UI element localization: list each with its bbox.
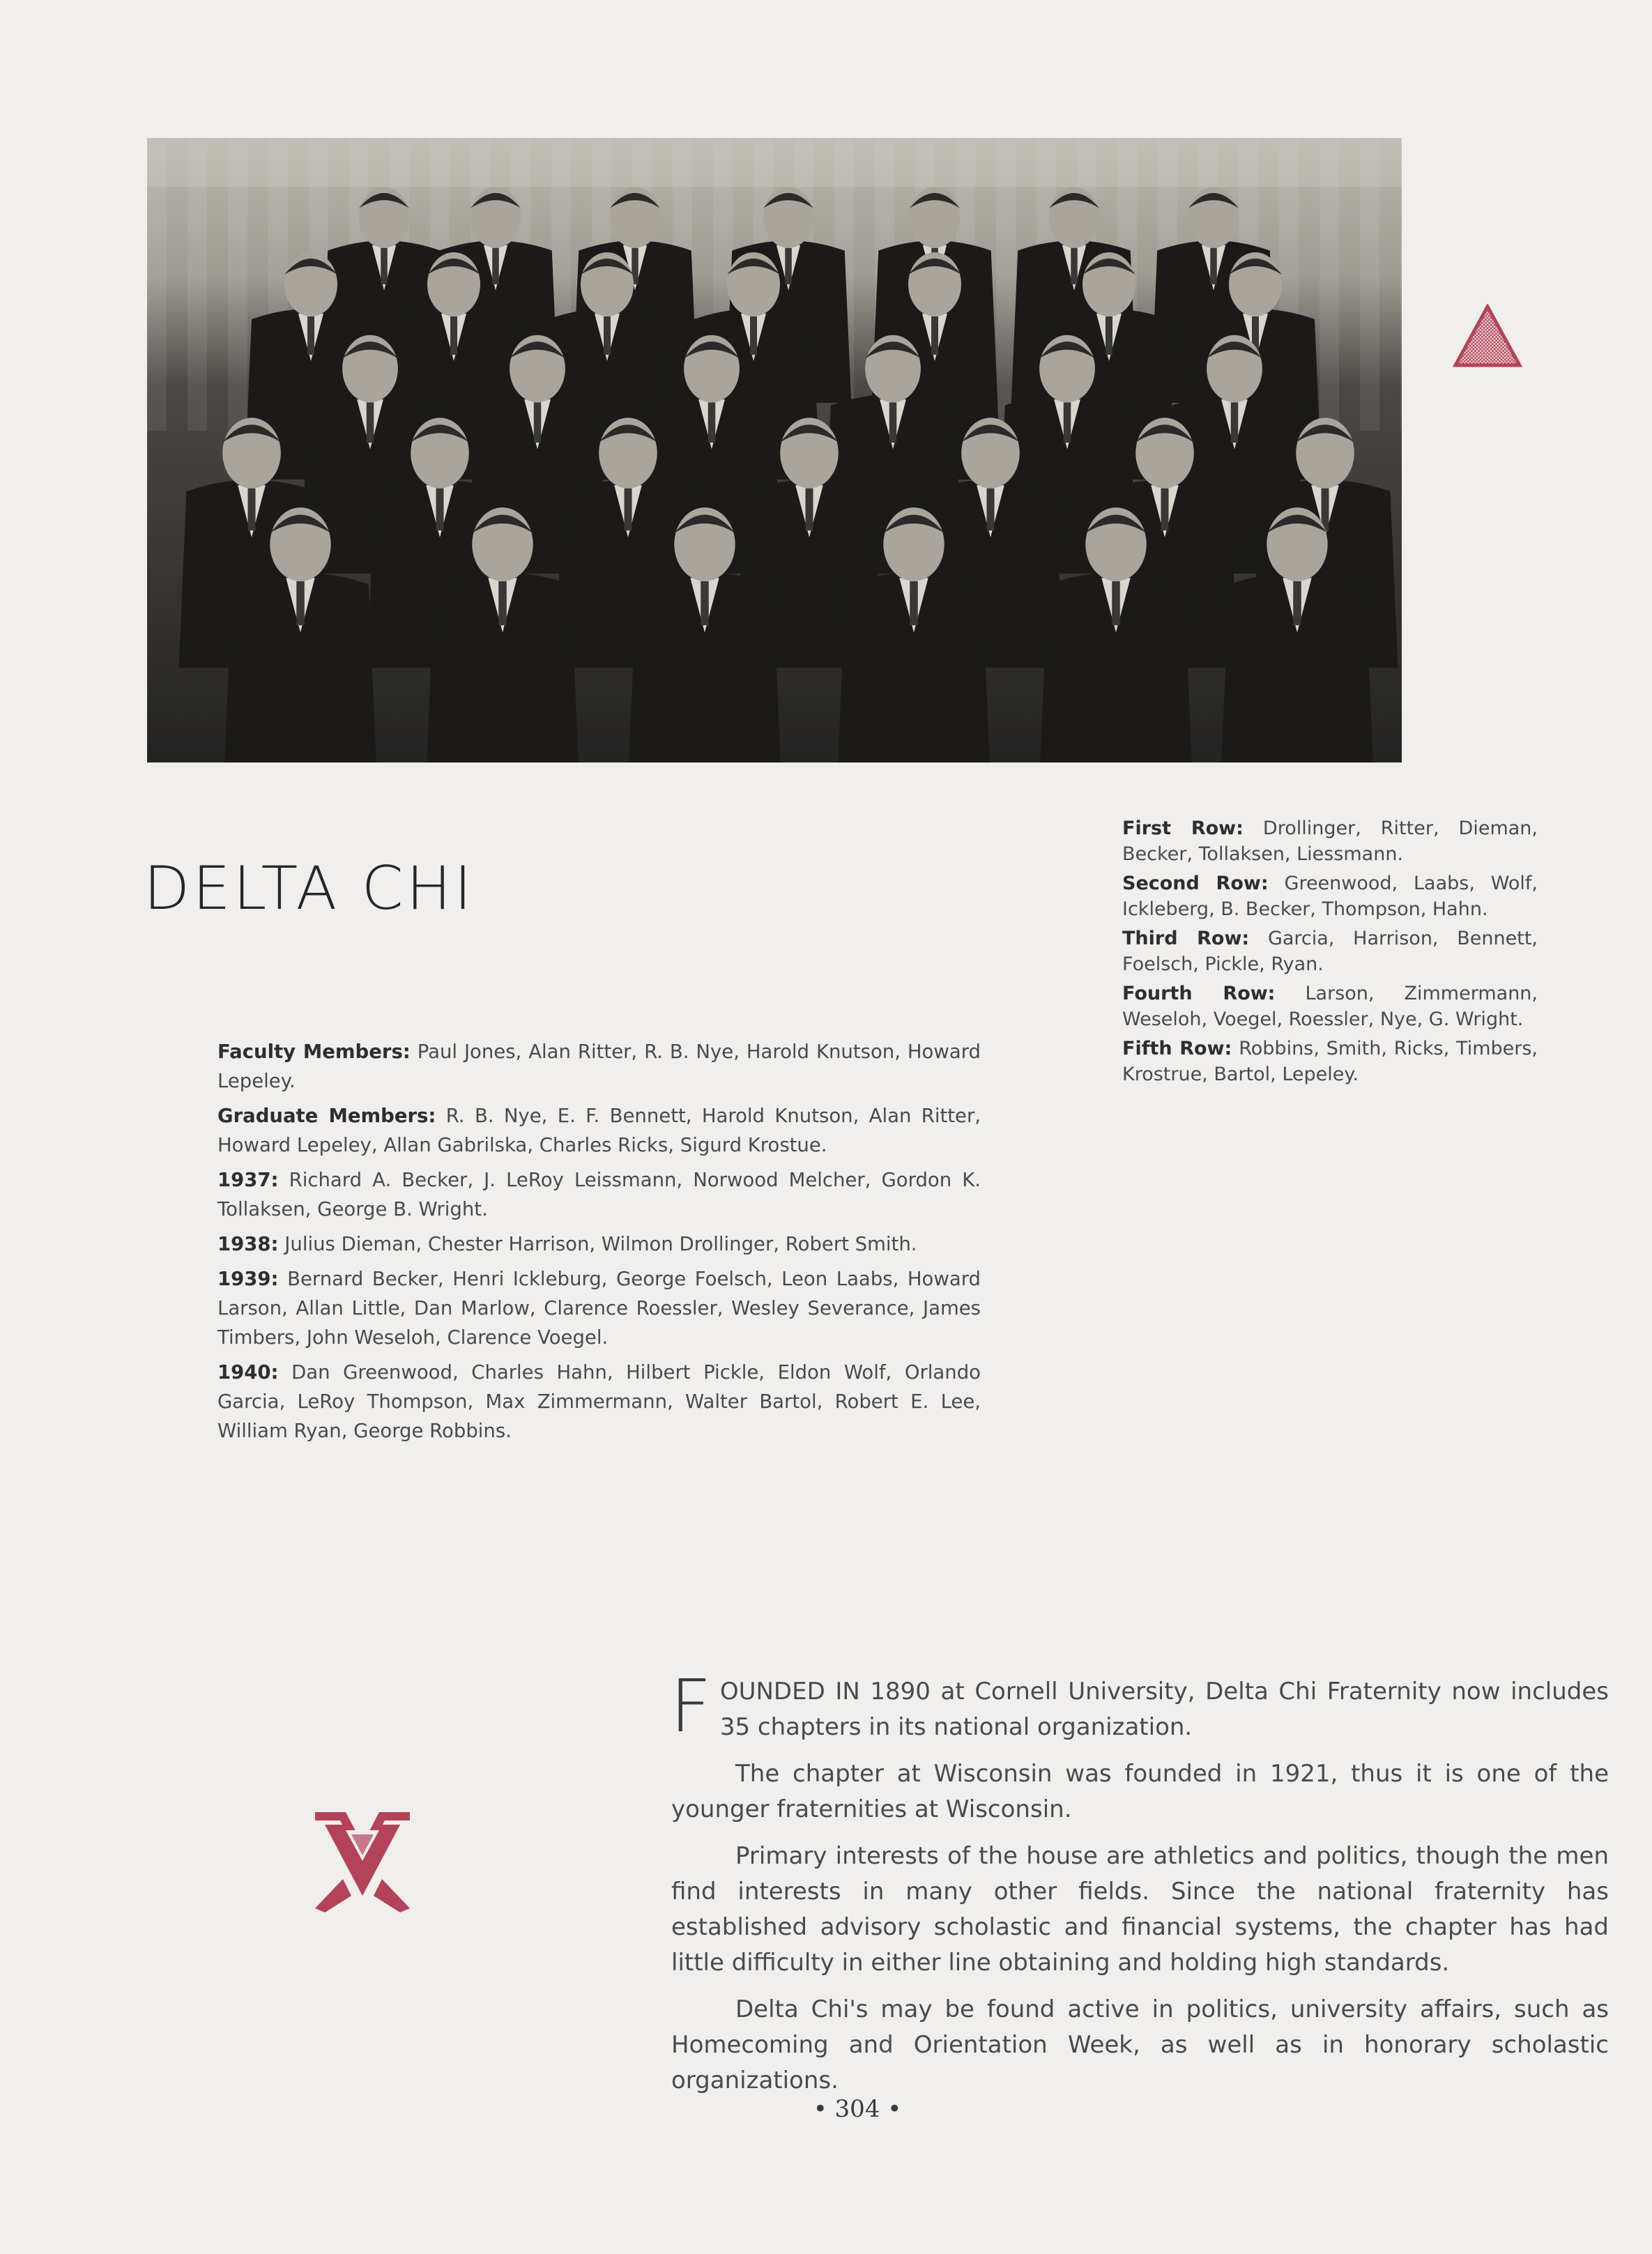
member-group xyxy=(217,1165,981,1224)
caption-row-names: Robbins, Smith, Ricks, Timbers, Krostrue, Bartol, Lepeley. xyxy=(1122,1038,1538,1085)
member-group-names: Bernard Becker, Henri Ickleburg, George Foelsch, Leon Laabs, Howard Larson, Allan Little, Dan Marlow, Clarence Roessler, Wesley Severance, James Timbers, John Weseloh, Clarence Voegel. xyxy=(217,1268,981,1349)
member-group-names: R. B. Nye, E. F. Bennett, Harold Knutson, Alan Ritter, Howard Lepeley, Allan Gabrilska, Charles Ricks, Sigurd Krostue. xyxy=(217,1105,981,1156)
chapter-history xyxy=(670,1664,1609,2110)
caption-row-label: First Row: xyxy=(1122,818,1244,839)
drop-cap: F xyxy=(670,1664,712,1749)
member-group-label: 1938: xyxy=(217,1233,279,1255)
caption-row-names: Drollinger, Ritter, Dieman, Becker, Tollaksen, Liessmann. xyxy=(1122,818,1538,865)
member-group-names: Julius Dieman, Chester Harrison, Wilmon Drollinger, Robert Smith. xyxy=(284,1233,917,1255)
member-group xyxy=(217,1264,981,1352)
member-group xyxy=(217,1229,981,1259)
caption-row xyxy=(1122,1036,1538,1087)
history-paragraph xyxy=(670,1664,1609,1749)
caption-row-label: Second Row: xyxy=(1122,873,1269,894)
page-title: DELTA CHI xyxy=(144,854,475,923)
caption-row xyxy=(1122,981,1538,1032)
caption-row-names: Garcia, Harrison, Bennett, Foelsch, Pickle, Ryan. xyxy=(1122,928,1538,975)
member-group xyxy=(217,1358,981,1446)
group-photo-figures xyxy=(147,138,1402,762)
member-group-label: 1937: xyxy=(217,1169,279,1191)
triangle-emblem-icon xyxy=(1453,304,1522,368)
delta-chi-crest-icon xyxy=(315,1812,410,1912)
caption-row-names: Larson, Zimmermann, Weseloh, Voegel, Roessler, Nye, G. Wright. xyxy=(1122,983,1538,1030)
member-group xyxy=(217,1101,981,1160)
member-group xyxy=(217,1037,981,1096)
history-paragraph: The chapter at Wisconsin was founded in 1921, thus it is one of the younger fraternities at Wisconsin. xyxy=(671,1760,1609,1823)
caption-row-label: Fourth Row: xyxy=(1122,983,1276,1004)
caption-row-names: Greenwood, Laabs, Wolf, Ickleberg, B. Becker, Thompson, Hahn. xyxy=(1122,873,1538,920)
member-group-names: Richard A. Becker, J. LeRoy Leissmann, Norwood Melcher, Gordon K. Tollaksen, George B. Wright. xyxy=(217,1169,981,1220)
history-paragraph: Delta Chi's may be found active in politics, university affairs, such as Homecoming and Orientation Week, as well as in honorary scholastic organizations. xyxy=(671,1995,1609,2094)
members-list xyxy=(217,1037,981,1451)
caption-row-label: Fifth Row: xyxy=(1122,1038,1232,1059)
member-group-label: Faculty Members: xyxy=(217,1041,411,1063)
member-group-label: Graduate Members: xyxy=(217,1105,436,1127)
member-group-label: 1940: xyxy=(217,1361,279,1383)
photo-caption xyxy=(1122,815,1538,1091)
caption-row xyxy=(1122,926,1538,977)
member-group-names: Paul Jones, Alan Ritter, R. B. Nye, Harold Knutson, Howard Lepeley. xyxy=(217,1041,981,1092)
history-text: OUNDED IN 1890 at Cornell University, Delta Chi Fraternity now includes 35 chapters in its national organization. xyxy=(719,1678,1609,1741)
caption-row-label: Third Row: xyxy=(1122,928,1250,949)
page-number: • 304 • xyxy=(813,2095,902,2123)
member-group-label: 1939: xyxy=(217,1268,279,1290)
group-photo xyxy=(147,138,1402,762)
history-paragraph: Primary interests of the house are athletics and politics, though the men find interests in many other fields. Since the national fraternity has established advisory scholastic and financial systems, the chapter has had little difficulty in either line obtaining and holding high standards. xyxy=(671,1842,1609,1977)
caption-row xyxy=(1122,871,1538,922)
caption-row xyxy=(1122,815,1538,867)
member-group-names: Dan Greenwood, Charles Hahn, Hilbert Pickle, Eldon Wolf, Orlando Garcia, LeRoy Thompson, Max Zimmermann, Walter Bartol, Robert E. Lee, William Ryan, George Robbins. xyxy=(217,1361,981,1442)
